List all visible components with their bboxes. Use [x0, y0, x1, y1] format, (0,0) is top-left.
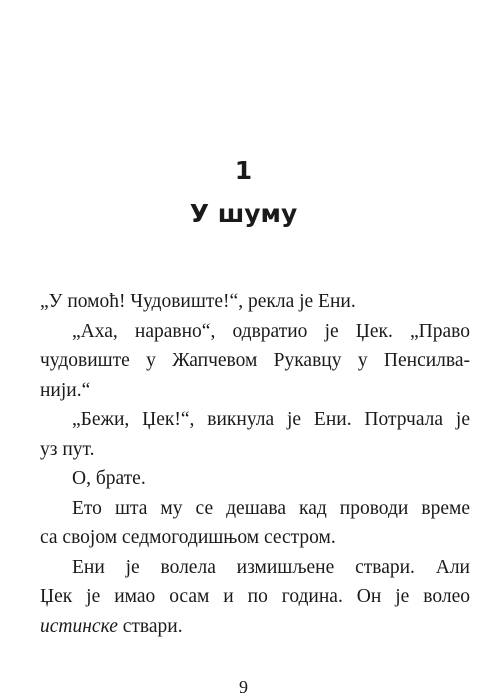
text-line: „Аха, наравно“, одвратио је Џек. „Право [72, 320, 470, 342]
italic-word: истинске [40, 615, 118, 637]
text-line: уз пут. [40, 438, 95, 460]
paragraph-2 [40, 317, 470, 406]
body-text [40, 287, 470, 641]
text-line [40, 612, 470, 642]
text-line: Ето шта му се дешава кад проводи време [72, 497, 470, 519]
text-line: чудовиште у Жапчевом Рукавцу у Пенсилва- [40, 350, 470, 371]
paragraph-6 [40, 553, 470, 642]
paragraph-3 [40, 405, 470, 464]
paragraph-1 [40, 287, 470, 317]
paragraph-4 [40, 464, 470, 494]
text-line: Ени је волела измишљене ствари. Али [72, 556, 470, 578]
chapter-title: У шуму [189, 199, 298, 228]
text-line: Џек је имао осам и по година. Он је волео [40, 586, 470, 607]
text-line: О, брате. [72, 468, 146, 489]
text-line: „У помоћ! Чудовиште!“, рекла је Ени. [40, 291, 356, 312]
text-line: са својом седмогодишњом сестром. [40, 527, 336, 548]
paragraph-5 [40, 494, 470, 553]
chapter-number: 1 [234, 156, 253, 185]
text-fragment: ствари. [117, 615, 183, 637]
text-line: нији.“ [40, 379, 91, 401]
text-line: „Бежи, Џек!“, викнула је Ени. Потрчала је [72, 409, 470, 430]
page-number: 9 [239, 677, 248, 697]
